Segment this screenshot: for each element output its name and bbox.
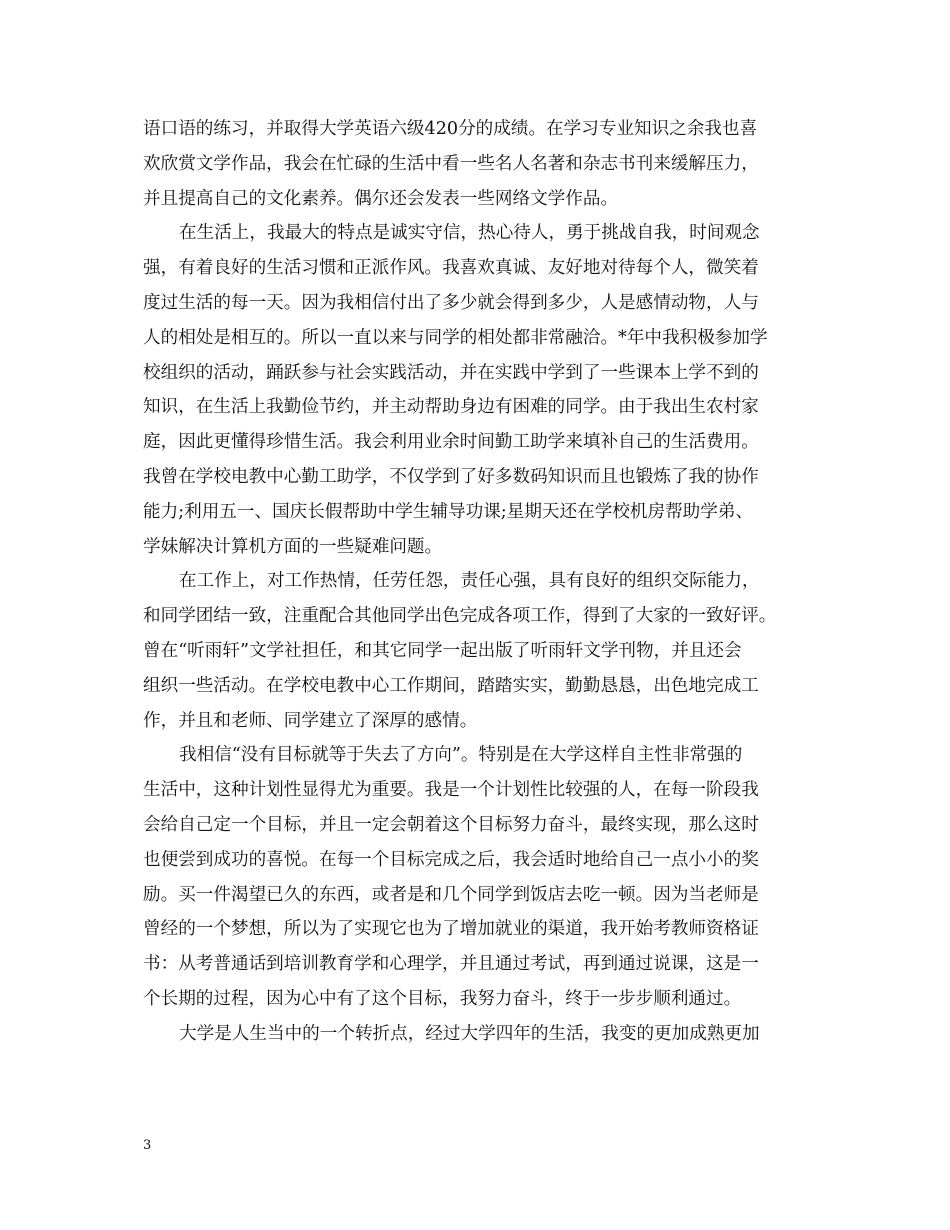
text-line: 度过生活的每一天。因为我相信付出了多少就会得到多少，人是感情动物，人与: [143, 292, 759, 313]
text-line: 和同学团结一致，注重配合其他同学出色完成各项工作，得到了大家的一致好评。: [143, 606, 777, 627]
text-line: 庭，因此更懂得珍惜生活。我会利用业余时间勤工助学来填补自己的生活费用。: [143, 432, 759, 453]
page-number: 3: [143, 1138, 152, 1153]
paragraph-start-line: 在生活上，我最大的特点是诚实守信，热心待人，勇于挑战自我，时间观念: [179, 223, 760, 244]
text-line: 语口语的练习，并取得大学英语六级420分的成绩。在学习专业知识之余我也喜: [143, 119, 758, 139]
text-line: 能力;利用五一、国庆长假帮助中学生辅导功课;星期天还在学校机房帮助学弟、: [143, 501, 754, 522]
text-line: 励。买一件渴望已久的东西，或者是和几个同学到饭店去吃一顿。因为当老师是: [143, 884, 759, 905]
text-line: 组织一些活动。在学校电教中心工作期间，踏踏实实，勤勤恳恳，出色地完成工: [143, 675, 759, 696]
body-text: [143, 112, 813, 1052]
text-line: 欢欣赏文学作品，我会在忙碌的生活中看一些名人名著和杂志书刊来缓解压力，: [143, 153, 759, 174]
text-line: 校组织的活动，踊跃参与社会实践活动，并在实践中学到了一些课本上学不到的: [143, 362, 759, 383]
text-line: 作，并且和老师、同学建立了深厚的感情。: [143, 710, 478, 731]
text-line: 曾经的一个梦想，所以为了实现它也为了增加就业的渠道，我开始考教师资格证: [143, 919, 759, 940]
paragraph-start-line: 在工作上，对工作热情，任劳任怨，责任心强，具有良好的组织交际能力，: [179, 571, 760, 592]
text-line: 并且提高自己的文化素养。偶尔还会发表一些网络文学作品。: [143, 188, 619, 209]
text-line: 曾在“听雨轩”文学社担任，和其它同学一起出版了听雨轩文学刊物，并且还会: [143, 640, 742, 661]
text-line: 书：从考普通话到培训教育学和心理学，并且通过考试，再到通过说课，这是一: [143, 954, 759, 975]
text-line: 学妹解决计算机方面的一些疑难问题。: [143, 536, 443, 557]
text-line: 人的相处是相互的。所以一直以来与同学的相处都非常融洽。*年中我积极参加学: [143, 327, 768, 348]
text-line: 强，有着良好的生活习惯和正派作风。我喜欢真诚、友好地对待每个人，微笑着: [143, 258, 759, 279]
text-line: 我曾在学校电教中心勤工助学，不仅学到了好多数码知识而且也锻炼了我的协作: [143, 466, 759, 487]
text-line: 生活中，这种计划性显得尤为重要。我是一个计划性比较强的人，在每一阶段我: [143, 780, 759, 801]
paragraph-start-line: 我相信“没有目标就等于失去了方向”。特别是在大学这样自主性非常强的: [179, 745, 743, 766]
paragraph-start-line: 大学是人生当中的一个转折点，经过大学四年的生活，我变的更加成熟更加: [179, 1023, 760, 1044]
text-line: 也便尝到成功的喜悦。在每一个目标完成之后，我会适时地给自己一点小小的奖: [143, 849, 759, 870]
text-line: 会给自己定一个目标，并且一定会朝着这个目标努力奋斗，最终实现，那么这时: [143, 814, 759, 835]
text-line: 知识，在生活上我勤俭节约，并主动帮助身边有困难的同学。由于我出生农村家: [143, 397, 759, 418]
text-line: 个长期的过程，因为心中有了这个目标，我努力奋斗，终于一步步顺利通过。: [143, 988, 742, 1009]
